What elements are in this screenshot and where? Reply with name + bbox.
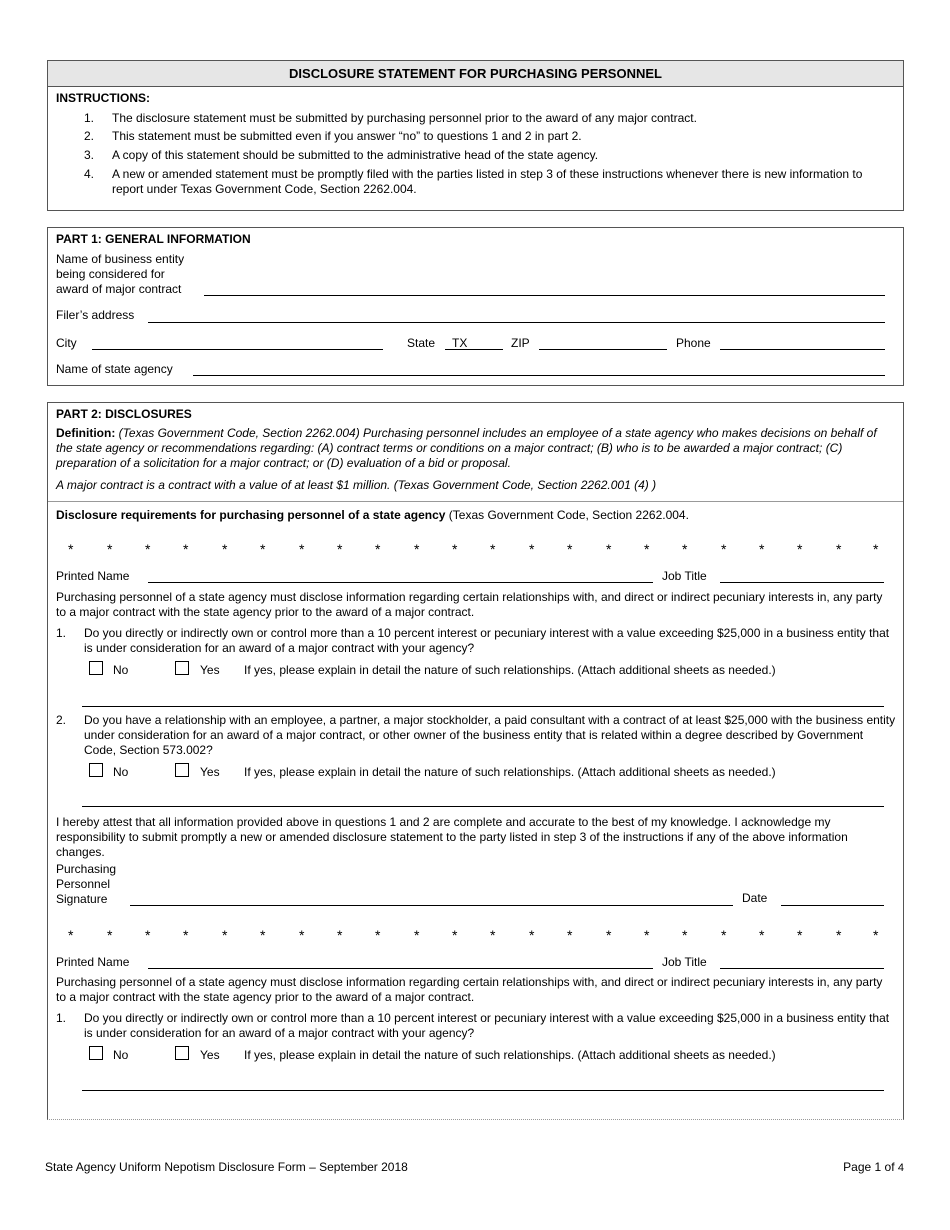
instruction-number: 3. — [84, 148, 95, 162]
agency-label: Name of state agency — [56, 362, 173, 376]
instruction-number: 1. — [84, 111, 95, 125]
question-2-text: Do you have a relationship with an employee, a partner, a major stockholder, a paid consultant with a contract of at least $25,000 with the business entity under consideration for an award of a major contract, or other owner of the business entity that is related within a degree described by Government Code, Section 573.002? — [84, 713, 896, 757]
filer-address-label: Filer’s address — [56, 308, 135, 322]
major-contract-text: A major contract is a contract with a value of at least $1 million. (Texas Government Code, Section 2262.001 (4) ) — [56, 478, 657, 492]
part2-title: PART 2: DISCLOSURES — [56, 407, 192, 421]
explanation-field[interactable] — [82, 1090, 884, 1091]
yes-label: Yes — [200, 765, 220, 779]
agency-field[interactable] — [193, 375, 885, 376]
question-number: 2. — [56, 713, 67, 727]
instructions-label: INSTRUCTIONS: — [56, 91, 150, 105]
instruction-text: A copy of this statement should be submitted to the administrative head of the state agency. — [112, 148, 599, 162]
divider — [48, 501, 903, 502]
disclose-text: Purchasing personnel of a state agency must disclose information regarding certain relationships with, and direct or indirect pecuniary interests in, any party to a major contract with the state agency prior to the award of a major contract. — [56, 975, 883, 1004]
yes-checkbox[interactable] — [175, 763, 189, 777]
no-checkbox[interactable] — [89, 661, 103, 675]
zip-field[interactable] — [539, 349, 667, 350]
no-label: No — [113, 765, 129, 779]
instruction-text: A new or amended statement must be promptly filed with the parties listed in step 3 of these instructions whenever there is new information to report under Texas Government Code, Section 2262.004. — [112, 167, 863, 196]
city-field[interactable] — [92, 349, 383, 350]
signature-field[interactable] — [130, 905, 733, 906]
requirements-heading: Disclosure requirements for purchasing personnel of a state agency (Texas Government Code, Section 2262.004. — [56, 508, 689, 522]
yes-label: Yes — [200, 1048, 220, 1062]
job-title-field[interactable] — [720, 582, 884, 583]
date-field[interactable] — [781, 905, 884, 906]
state-value: TX — [452, 336, 468, 350]
footer-page-number: Page 1 of 4 — [843, 1160, 904, 1174]
yes-label: Yes — [200, 663, 220, 677]
printed-name-field[interactable] — [148, 582, 653, 583]
no-checkbox[interactable] — [89, 763, 103, 777]
disclose-text: Purchasing personnel of a state agency must disclose information regarding certain relationships with, and direct or indirect pecuniary interests in, any party to a major contract with the state agency prior to the award of a major contract. — [56, 590, 883, 619]
part1-box — [47, 227, 904, 386]
printed-name-field[interactable] — [148, 968, 653, 969]
no-checkbox[interactable] — [89, 1046, 103, 1060]
phone-field[interactable] — [720, 349, 885, 350]
state-label: State — [407, 336, 436, 350]
page-title: DISCLOSURE STATEMENT FOR PURCHASING PERSONNEL — [289, 66, 662, 81]
signature-label: Purchasing Personnel Signature — [56, 862, 117, 906]
explain-text: If yes, please explain in detail the nature of such relationships. (Attach additional sheets as needed.) — [244, 663, 776, 677]
instruction-number: 4. — [84, 167, 95, 181]
question-number: 1. — [56, 1011, 67, 1025]
instruction-number: 2. — [84, 129, 95, 143]
job-title-label: Job Title — [662, 955, 707, 969]
attest-text: I hereby attest that all information provided above in questions 1 and 2 are complete and accurate to the best of my knowledge. I acknowledge my responsibility to submit promptly a new or amended disclosure statement to the party listed in step 3 of the instructions if any of the above information changes. — [56, 815, 848, 859]
question-1-text: Do you directly or indirectly own or control more than a 10 percent interest or pecuniary interest with a value exceeding $25,000 in a business entity that is under consideration for an award of a major contract with your agency? — [84, 626, 890, 655]
explain-text: If yes, please explain in detail the nature of such relationships. (Attach additional sheets as needed.) — [244, 765, 776, 779]
phone-label: Phone — [676, 336, 711, 350]
definition-label: Definition: — [56, 426, 116, 440]
explain-text: If yes, please explain in detail the nature of such relationships. (Attach additional sheets as needed.) — [244, 1048, 776, 1062]
instruction-text: This statement must be submitted even if you answer “no” to questions 1 and 2 in part 2. — [112, 129, 582, 143]
job-title-label: Job Title — [662, 569, 707, 583]
city-label: City — [56, 336, 77, 350]
printed-name-label: Printed Name — [56, 955, 130, 969]
zip-label: ZIP — [511, 336, 530, 350]
instruction-text: The disclosure statement must be submitted by purchasing personnel prior to the award of any major contract. — [112, 111, 697, 125]
date-label: Date — [742, 891, 768, 905]
filer-address-field[interactable] — [148, 322, 885, 323]
explanation-field[interactable] — [82, 806, 884, 807]
no-label: No — [113, 1048, 129, 1062]
question-number: 1. — [56, 626, 67, 640]
no-label: No — [113, 663, 129, 677]
definition-text: (Texas Government Code, Section 2262.004) Purchasing personnel includes an employee of a state agency who makes decisions on behalf of the state agency or recommendations regarding: (A) contract terms or conditions on a major contract; (B) who is to be awarded a major contract; (C) preparation of a solicitation for a major contract; or (D) evaluation of a bid or proposal. — [56, 426, 877, 470]
explanation-field[interactable] — [82, 706, 884, 707]
business-entity-field[interactable] — [204, 295, 885, 296]
part1-title: PART 1: GENERAL INFORMATION — [56, 232, 251, 246]
footer-form-name: State Agency Uniform Nepotism Disclosure Form – September 2018 — [45, 1160, 408, 1174]
question-1-text: Do you directly or indirectly own or control more than a 10 percent interest or pecuniary interest with a value exceeding $25,000 in a business entity that is under consideration for an award of a major contract with your agency? — [84, 1011, 890, 1040]
yes-checkbox[interactable] — [175, 661, 189, 675]
printed-name-label: Printed Name — [56, 569, 130, 583]
definition — [56, 426, 891, 471]
yes-checkbox[interactable] — [175, 1046, 189, 1060]
business-entity-label: Name of business entity being considered for award of major contract — [56, 252, 185, 296]
job-title-field[interactable] — [720, 968, 884, 969]
